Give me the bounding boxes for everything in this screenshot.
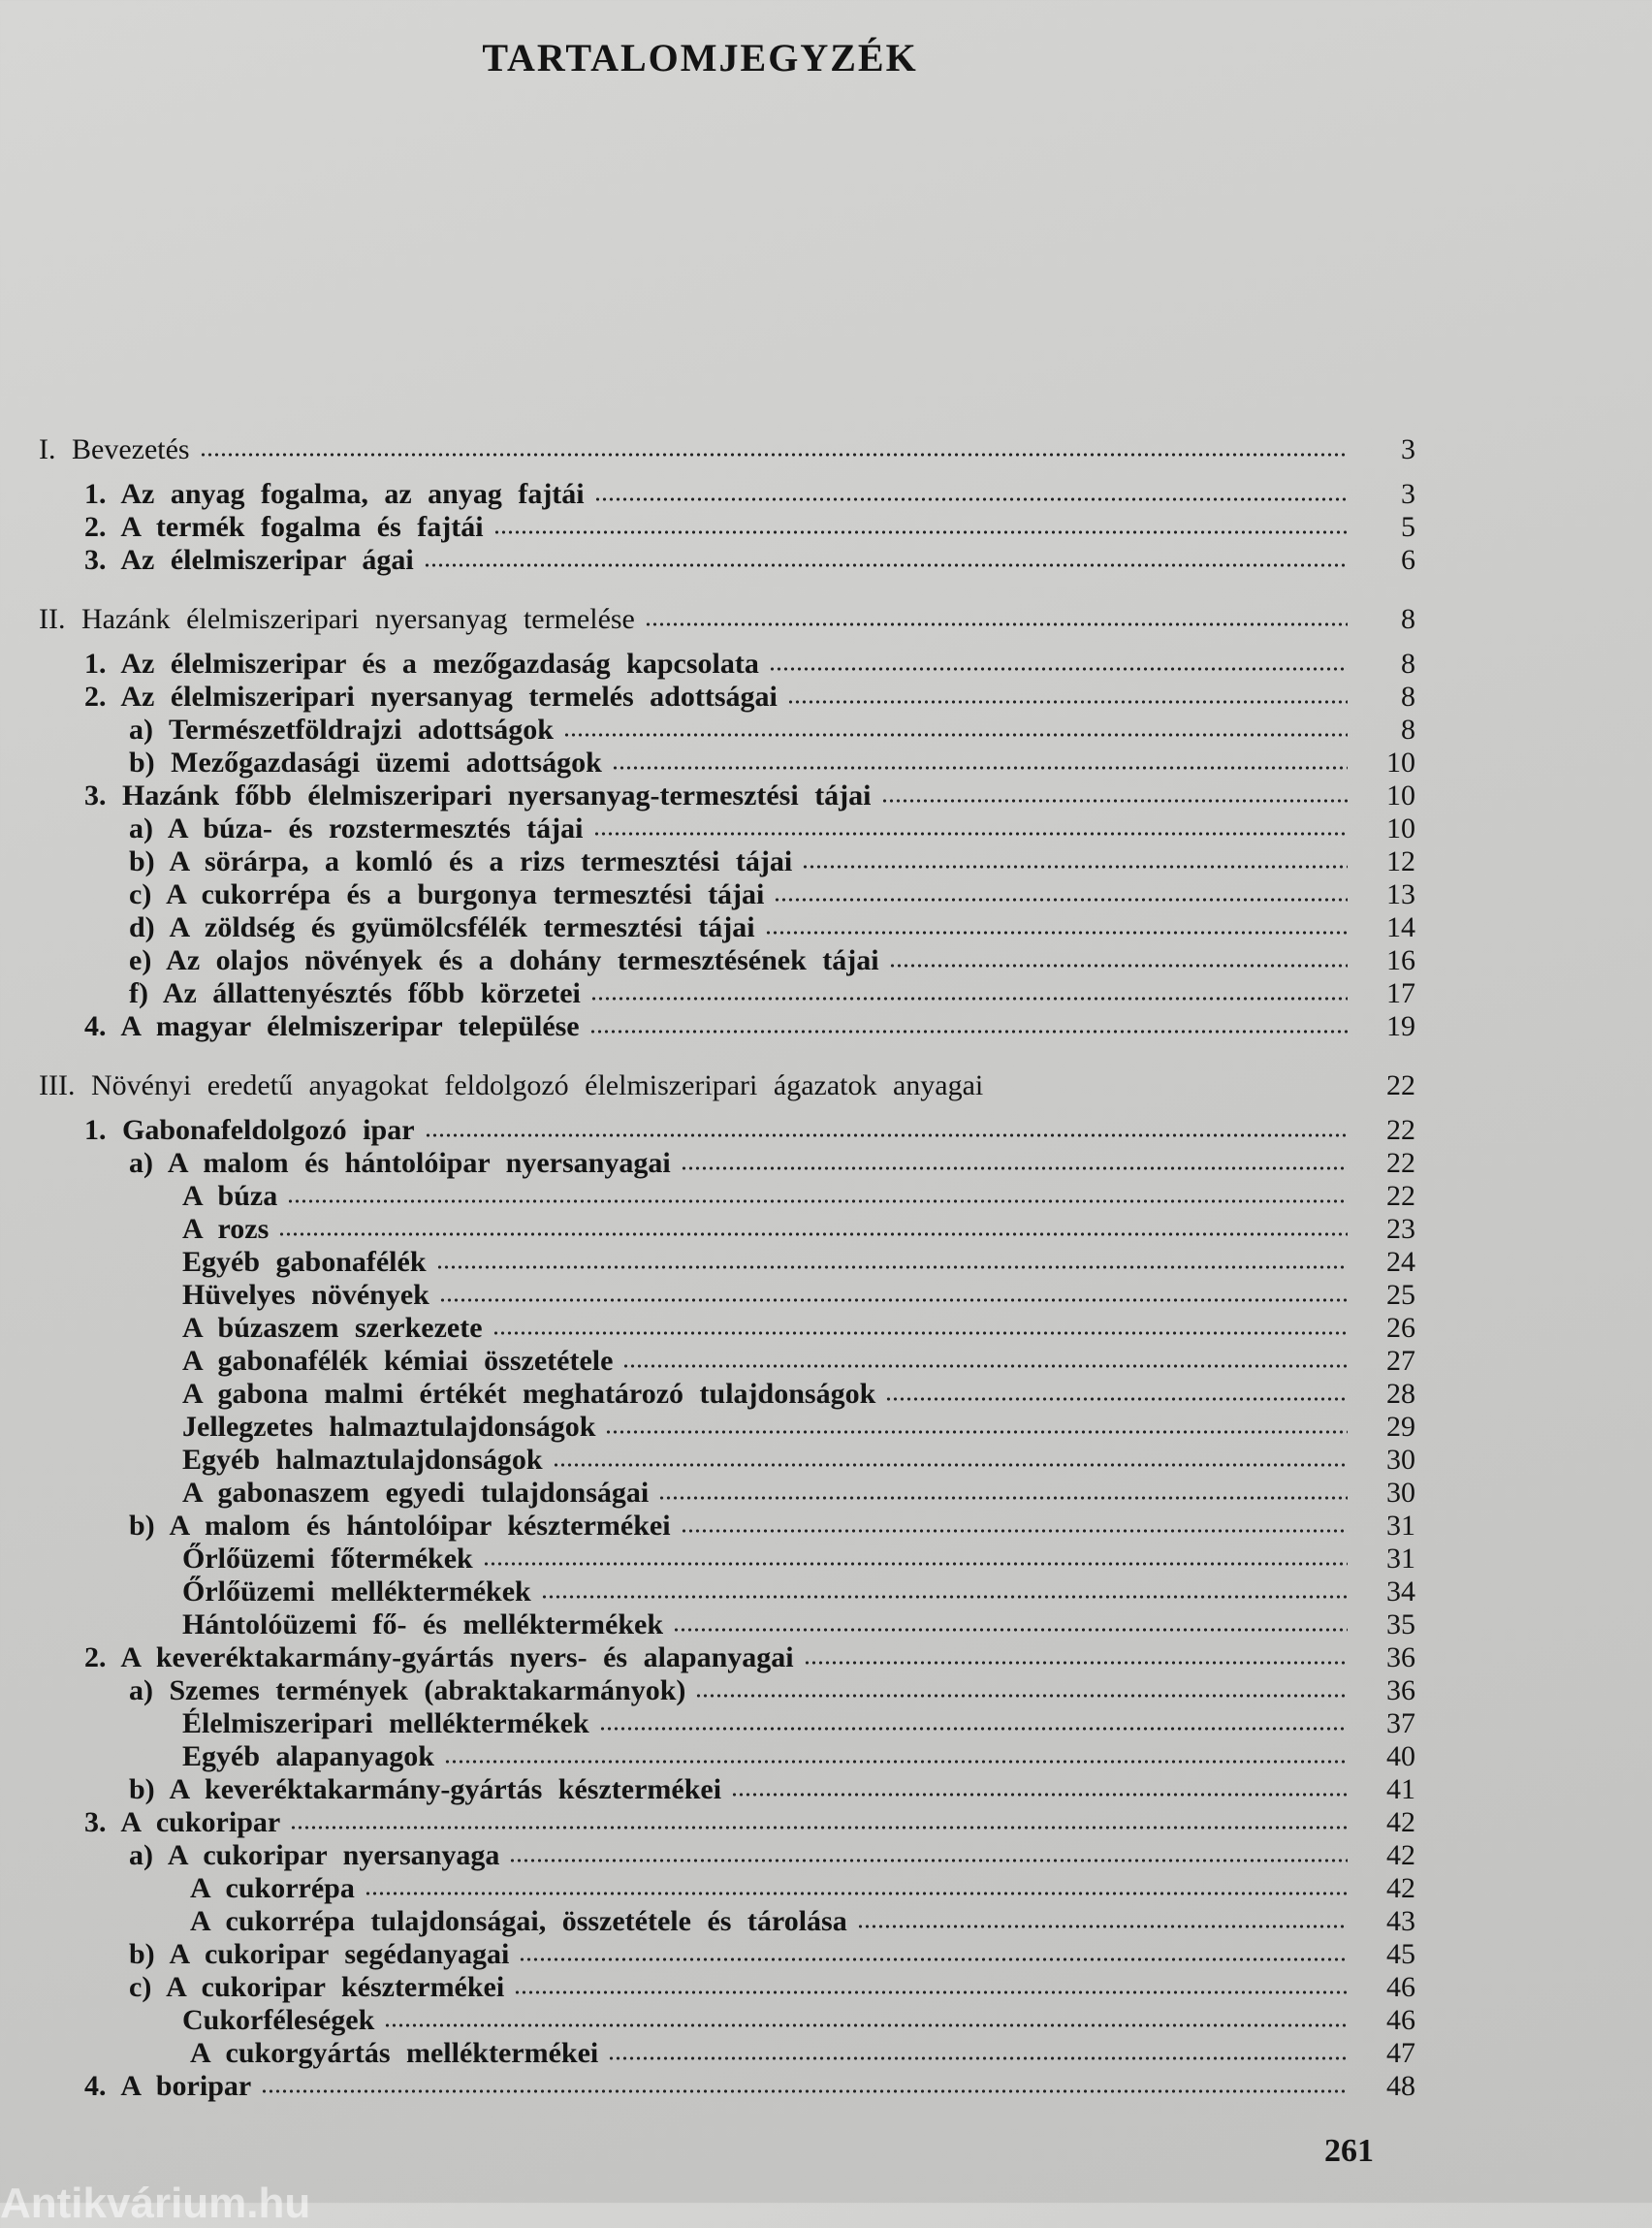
- dot-leader: [444, 1758, 1348, 1766]
- dot-leader: [509, 1857, 1348, 1864]
- toc-entry: [0, 433, 1415, 466]
- toc-entry-page: 46: [1386, 1971, 1415, 2003]
- toc-entry: [0, 2004, 1415, 2037]
- toc-entry-page: 3: [1401, 478, 1415, 510]
- toc-entry-page: 6: [1401, 544, 1415, 576]
- toc-entry-page: 48: [1386, 2070, 1415, 2102]
- toc-entry-page: 43: [1386, 1905, 1415, 1937]
- toc-entry-page: 10: [1386, 812, 1415, 844]
- toc-entry: [0, 944, 1415, 977]
- toc-entry: [0, 1213, 1415, 1246]
- dot-leader: [765, 929, 1348, 937]
- toc-entry: [0, 544, 1415, 577]
- toc-entry: [0, 1378, 1415, 1411]
- toc-entry: [0, 911, 1415, 944]
- toc-entry-page: 12: [1386, 845, 1415, 877]
- dot-leader: [290, 1824, 1348, 1831]
- toc-entry-title: 1. Az anyag fogalma, az anyag fajtái: [84, 478, 585, 510]
- toc-entry-title: 3. Hazánk főbb élelmiszeripari nyersanyag-termesztési tájai: [84, 780, 872, 812]
- dot-leader: [881, 797, 1348, 805]
- toc-entry-title: b) A malom és hántolóipar késztermékei: [129, 1510, 671, 1542]
- toc-entry: [0, 1674, 1415, 1707]
- dot-leader: [608, 2054, 1348, 2062]
- dot-leader: [278, 1230, 1348, 1238]
- dot-leader: [804, 1659, 1348, 1667]
- toc-entry-page: 8: [1401, 714, 1415, 746]
- dot-leader: [514, 1989, 1348, 1996]
- dot-leader: [493, 528, 1348, 536]
- toc-entry-title: Hüvelyes növények: [182, 1279, 429, 1311]
- dot-leader: [436, 1263, 1348, 1271]
- dot-leader: [645, 621, 1348, 628]
- toc-entry: [0, 1147, 1415, 1180]
- toc-entry-page: 16: [1386, 944, 1415, 976]
- toc-entry-title: A gabonafélék kémiai összetétele: [182, 1345, 614, 1377]
- dot-leader: [857, 1923, 1348, 1930]
- toc-entry-title: 2. A termék fogalma és fajtái: [84, 511, 484, 543]
- dot-leader: [541, 1593, 1348, 1601]
- toc-entry: [0, 2070, 1415, 2103]
- toc-entry-page: 28: [1386, 1378, 1415, 1410]
- toc-entry: [0, 1279, 1415, 1312]
- toc-entry-title: Egyéb gabonafélék: [182, 1246, 427, 1278]
- toc-entry: [0, 1444, 1415, 1477]
- toc-entry-title: I. Bevezetés: [39, 433, 190, 465]
- toc-entry-page: 35: [1386, 1608, 1415, 1640]
- toc-entry: [0, 977, 1415, 1010]
- toc-entry-page: 8: [1401, 681, 1415, 713]
- toc-entry: [0, 812, 1415, 845]
- toc-entry-title: Őrlőüzemi melléktermékek: [182, 1576, 531, 1607]
- toc-entry-title: c) A cukorrépa és a burgonya termesztési tájai: [129, 878, 765, 910]
- toc-entry-page: 26: [1386, 1312, 1415, 1344]
- toc-entry-title: 3. A cukoripar: [84, 1806, 281, 1838]
- toc-entry: [0, 1543, 1415, 1576]
- toc-entry-page: 30: [1386, 1477, 1415, 1509]
- toc-entry: [0, 878, 1415, 911]
- toc-entry: [0, 845, 1415, 878]
- toc-entry-page: 31: [1386, 1510, 1415, 1542]
- toc-entry-title: A búzaszem szerkezete: [182, 1312, 483, 1344]
- toc-entry-page: 24: [1386, 1246, 1415, 1278]
- dot-leader: [424, 561, 1348, 569]
- toc-entry-page: 36: [1386, 1641, 1415, 1673]
- toc-entry-page: 27: [1386, 1345, 1415, 1377]
- toc-entry-page: 29: [1386, 1411, 1415, 1443]
- dot-leader: [593, 830, 1349, 838]
- toc-entry-title: e) Az olajos növények és a dohány termesztésének tájai: [129, 944, 879, 976]
- toc-entry: [0, 1477, 1415, 1510]
- toc-entry: [0, 648, 1415, 681]
- toc-entry-page: 19: [1386, 1010, 1415, 1042]
- toc-entry: [0, 1938, 1415, 1971]
- toc-entry-page: 37: [1386, 1707, 1415, 1739]
- toc-entry: [0, 1971, 1415, 2004]
- toc-entry: [0, 1905, 1415, 1938]
- toc-entry: [0, 1641, 1415, 1674]
- toc-entry-title: Egyéb halmaztulajdonságok: [182, 1444, 543, 1476]
- toc-entry-page: 10: [1386, 747, 1415, 779]
- dot-leader: [889, 962, 1348, 970]
- toc-entry-page: 8: [1401, 648, 1415, 680]
- toc-entry-title: A rozs: [182, 1213, 270, 1245]
- toc-entry: [0, 2037, 1415, 2070]
- toc-entry-title: b) A sörárpa, a komló és a rizs termesztési tájai: [129, 845, 793, 877]
- toc-entry-page: 25: [1386, 1279, 1415, 1311]
- toc-entry-title: a) A búza- és rozstermesztés tájai: [129, 812, 584, 844]
- dot-leader: [605, 1428, 1348, 1436]
- toc-entry-page: 42: [1386, 1806, 1415, 1838]
- toc-entry-title: A gabonaszem egyedi tulajdonságai: [182, 1477, 650, 1509]
- toc-entry-title: a) Természetföldrajzi adottságok: [129, 714, 554, 746]
- toc-entry-page: 41: [1386, 1773, 1415, 1805]
- toc-entry-title: a) A malom és hántolóipar nyersanyagai: [129, 1147, 671, 1179]
- dot-leader: [492, 1329, 1348, 1337]
- toc-entry: [0, 1740, 1415, 1773]
- toc-entry-title: b) A keveréktakarmány-gyártás késztermékei: [129, 1773, 722, 1805]
- toc-entry-title: A cukorrépa: [190, 1872, 355, 1904]
- toc-entry-title: Egyéb alapanyagok: [182, 1740, 434, 1772]
- toc-entry-title: Jellegzetes halmaztulajdonságok: [182, 1411, 596, 1443]
- toc-entry-page: 13: [1386, 878, 1415, 910]
- toc-entry-title: a) Szemes termények (abraktakarmányok): [129, 1674, 686, 1706]
- toc-entry-title: Élelmiszeripari melléktermékek: [182, 1707, 589, 1739]
- toc-entry: [0, 1411, 1415, 1444]
- toc-entry-page: 22: [1386, 1114, 1415, 1146]
- toc-entry-title: f) Az állattenyésztés főbb körzetei: [129, 977, 581, 1009]
- toc-entry-title: Cukorféleségek: [182, 2004, 375, 2036]
- toc-entry-page: 23: [1386, 1213, 1415, 1245]
- toc-entry: [0, 1510, 1415, 1543]
- toc-entry: [0, 1246, 1415, 1279]
- toc-entry: [0, 1707, 1415, 1740]
- dot-leader: [589, 1028, 1348, 1035]
- dot-leader: [553, 1461, 1348, 1469]
- toc-entry: [0, 1312, 1415, 1345]
- dot-leader: [594, 495, 1348, 503]
- dot-leader: [519, 1956, 1348, 1963]
- toc-entry-page: 42: [1386, 1839, 1415, 1871]
- toc-entry-title: d) A zöldség és gyümölcsfélék termesztési tájai: [129, 911, 755, 943]
- toc-entry: [0, 681, 1415, 714]
- toc-entry: [0, 747, 1415, 780]
- toc-entry: [0, 1576, 1415, 1608]
- dot-leader: [885, 1395, 1348, 1403]
- dot-leader: [287, 1197, 1348, 1205]
- toc-entry-title: 1. Az élelmiszeripar és a mezőgazdaság kapcsolata: [84, 648, 759, 680]
- toc-entry: [0, 1069, 1415, 1102]
- toc-entry-title: II. Hazánk élelmiszeripari nyersanyag termelése: [39, 603, 635, 635]
- toc-entry-page: 8: [1401, 603, 1415, 635]
- toc-entry: [0, 1114, 1415, 1147]
- toc-entry-page: 5: [1401, 511, 1415, 543]
- toc-entry: [0, 1839, 1415, 1872]
- toc-entry: [0, 1773, 1415, 1806]
- dot-leader: [731, 1791, 1348, 1798]
- dot-leader: [658, 1494, 1348, 1502]
- toc-entry-title: b) A cukoripar segédanyagai: [129, 1938, 510, 1970]
- page-title: TARTALOMJEGYZÉK: [482, 36, 918, 80]
- toc-entry-page: 22: [1386, 1069, 1415, 1101]
- toc-entry: [0, 1806, 1415, 1839]
- toc-entry-title: 2. Az élelmiszeripari nyersanyag termelés adottságai: [84, 681, 778, 713]
- dot-leader: [384, 2021, 1348, 2029]
- dot-leader: [769, 665, 1348, 673]
- toc-entry-title: 1. Gabonafeldolgozó ipar: [84, 1114, 415, 1146]
- toc-entry-page: 31: [1386, 1543, 1415, 1575]
- toc-entry: [0, 1010, 1415, 1043]
- dot-leader: [695, 1692, 1348, 1700]
- toc-entry: [0, 714, 1415, 747]
- dot-leader: [787, 698, 1348, 706]
- toc-entry-title: Hántolóüzemi fő- és melléktermékek: [182, 1608, 664, 1640]
- toc-entry-page: 17: [1386, 977, 1415, 1009]
- toc-entry-title: A cukorrépa tulajdonságai, összetétele és tárolása: [190, 1905, 847, 1937]
- toc-entry-page: 22: [1386, 1180, 1415, 1212]
- dot-leader: [599, 1725, 1348, 1733]
- toc-entry-page: 36: [1386, 1674, 1415, 1706]
- toc-entry-title: 4. A magyar élelmiszeripar települése: [84, 1010, 580, 1042]
- toc-entry-page: 46: [1386, 2004, 1415, 2036]
- dot-leader: [622, 1362, 1348, 1370]
- toc-entry: [0, 478, 1415, 511]
- dot-leader: [261, 2087, 1348, 2095]
- dot-leader: [425, 1131, 1348, 1139]
- toc-entry-title: A cukorgyártás melléktermékei: [190, 2037, 599, 2069]
- toc-entry-page: 14: [1386, 911, 1415, 943]
- toc-entry-title: A gabona malmi értékét meghatározó tulajdonságok: [182, 1378, 876, 1410]
- toc-entry-page: 3: [1401, 433, 1415, 465]
- toc-entry-title: 4. A boripar: [84, 2070, 252, 2102]
- toc-entry-title: c) A cukoripar késztermékei: [129, 1971, 505, 2003]
- toc-entry-page: 34: [1386, 1576, 1415, 1607]
- dot-leader: [681, 1164, 1348, 1172]
- toc-entry: [0, 780, 1415, 812]
- table-of-contents: [0, 433, 1415, 2103]
- page-number: 261: [1324, 2133, 1374, 2169]
- dot-leader: [612, 764, 1348, 772]
- toc-entry-page: 10: [1386, 780, 1415, 812]
- toc-entry-page: 30: [1386, 1444, 1415, 1476]
- dot-leader: [993, 1087, 1348, 1095]
- toc-entry-title: b) Mezőgazdasági üzemi adottságok: [129, 747, 602, 779]
- dot-leader: [365, 1890, 1348, 1897]
- toc-entry: [0, 1180, 1415, 1213]
- toc-entry-page: 47: [1386, 2037, 1415, 2069]
- dot-leader: [802, 863, 1348, 871]
- toc-entry: [0, 603, 1415, 636]
- watermark: Antikvárium.hu: [0, 2180, 311, 2227]
- toc-entry-title: Őrlőüzemi főtermékek: [182, 1543, 473, 1575]
- toc-entry-page: 40: [1386, 1740, 1415, 1772]
- toc-entry-page: 42: [1386, 1872, 1415, 1904]
- dot-leader: [774, 896, 1348, 904]
- dot-leader: [673, 1626, 1348, 1634]
- dot-leader: [681, 1527, 1348, 1535]
- dot-leader: [563, 731, 1348, 739]
- toc-entry-page: 22: [1386, 1147, 1415, 1179]
- toc-entry-title: a) A cukoripar nyersanyaga: [129, 1839, 500, 1871]
- dot-leader: [200, 451, 1348, 459]
- toc-entry: [0, 1345, 1415, 1378]
- dot-leader: [483, 1560, 1348, 1568]
- toc-entry: [0, 1872, 1415, 1905]
- toc-entry-page: 45: [1386, 1938, 1415, 1970]
- toc-entry-title: A búza: [182, 1180, 278, 1212]
- toc-entry: [0, 511, 1415, 544]
- dot-leader: [590, 995, 1348, 1003]
- toc-entry-title: 2. A keveréktakarmány-gyártás nyers- és alapanyagai: [84, 1641, 794, 1673]
- toc-entry-title: III. Növényi eredetű anyagokat feldolgozó élelmiszeripari ágazatok anyagai: [39, 1069, 984, 1101]
- toc-entry: [0, 1608, 1415, 1641]
- toc-entry-title: 3. Az élelmiszeripar ágai: [84, 544, 414, 576]
- dot-leader: [439, 1296, 1348, 1304]
